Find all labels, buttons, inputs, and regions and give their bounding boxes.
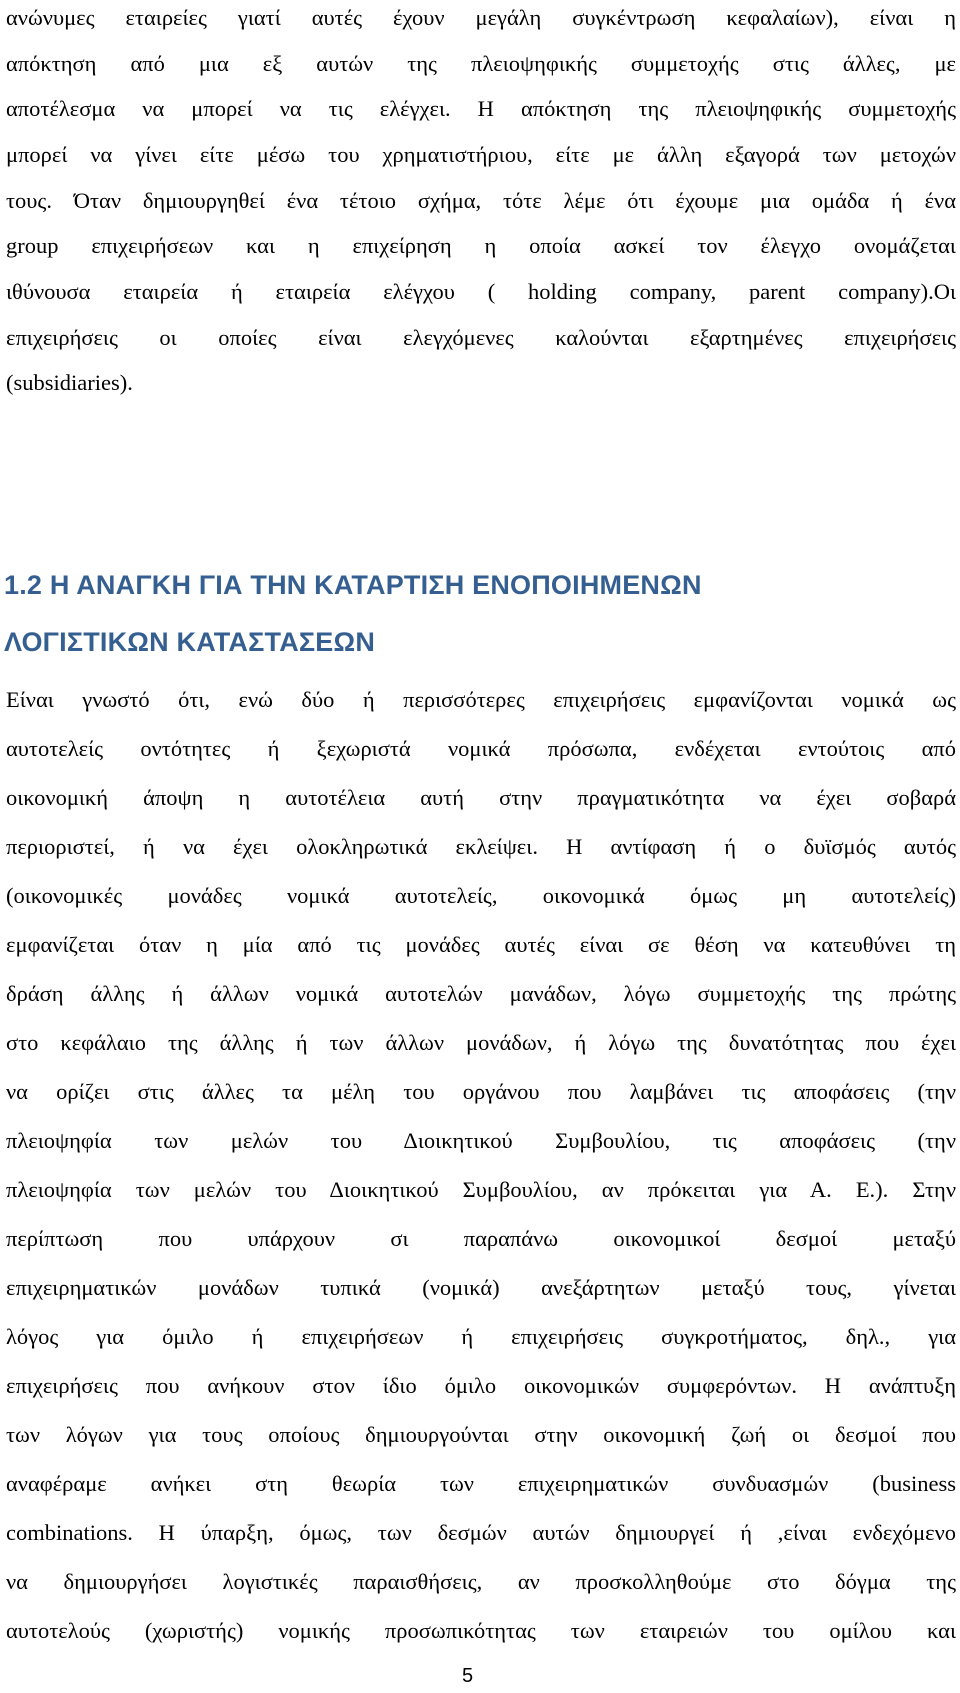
- paragraph-line: των λόγων για τους οποίους δημιουργούνται στην οικονομική ζωή οι δεσμοί που: [6, 1422, 956, 1447]
- paragraph-line: αναφέραμε ανήκει στη θεωρία των επιχειρηματικών συνδυασμών (business: [6, 1471, 956, 1496]
- paragraph-line: περίπτωση που υπάρχουν σι παραπάνω οικονομικοί δεσμοί μεταξύ: [6, 1226, 956, 1251]
- paragraph-line: πλειοψηφία των μελών του Διοικητικού Συμβουλίου, αν πρόκειται για Α. Ε.). Στην: [6, 1177, 956, 1202]
- paragraph-line: ανώνυμες εταιρείες γιατί αυτές έχουν μεγάλη συγκέντρωση κεφαλαίων), είναι η: [6, 5, 956, 30]
- paragraph-line: εμφανίζεται όταν η μία από τις μονάδες αυτές είναι σε θέση να κατευθύνει τη: [6, 932, 956, 957]
- paragraph-line: οικονομική άποψη η αυτοτέλεια αυτή στην πραγματικότητα να έχει σοβαρά: [6, 785, 956, 810]
- paragraph-line: ιθύνουσα εταιρεία ή εταιρεία ελέγχου ( holding company, parent company).Οι: [6, 279, 956, 304]
- paragraph-line: αυτοτελούς (χωριστής) νομικής προσωπικότητας των εταιρειών του ομίλου και: [6, 1618, 956, 1643]
- paragraph-line: να δημιουργήσει λογιστικές παραισθήσεις, αν προσκολληθούμε στο δόγμα της: [6, 1569, 956, 1594]
- paragraph-line: group επιχειρήσεων και η επιχείρηση η οποία ασκεί τον έλεγχο ονομάζεται: [6, 233, 956, 258]
- paragraph-line: μπορεί να γίνει είτε μέσω του χρηματιστήριου, είτε με άλλη εξαγορά των μετοχών: [6, 142, 956, 167]
- section-heading-line-1: 1.2 Η ΑΝΑΓΚΗ ΓΙΑ ΤΗΝ ΚΑΤΑΡΤΙΣΗ ΕΝΟΠΟΙΗΜΕΝΩΝ: [4, 570, 702, 600]
- paragraph-line: πλειοψηφία των μελών του Διοικητικού Συμβουλίου, τις αποφάσεις (την: [6, 1128, 956, 1153]
- paragraph-line: (subsidiaries).: [6, 370, 133, 395]
- paragraph-line: αποτέλεσμα να μπορεί να τις ελέγχει. Η απόκτηση της πλειοψηφικής συμμετοχής: [6, 96, 956, 121]
- paragraph-line: επιχειρήσεις οι οποίες είναι ελεγχόμενες καλούνται εξαρτημένες επιχειρήσεις: [6, 325, 956, 350]
- paragraph-line: (οικονομικές μονάδες νομικά αυτοτελείς, οικονομικά όμως μη αυτοτελείς): [6, 883, 956, 908]
- paragraph-line: να ορίζει στις άλλες τα μέλη του οργάνου που λαμβάνει τις αποφάσεις (την: [6, 1079, 956, 1104]
- paragraph-line: λόγος για όμιλο ή επιχειρήσεων ή επιχειρήσεις συγκροτήματος, δηλ., για: [6, 1324, 956, 1349]
- section-heading-line-2: ΛΟΓΙΣΤΙΚΩΝ ΚΑΤΑΣΤΑΣΕΩΝ: [4, 627, 376, 657]
- paragraph-line: τους. Όταν δημιουργηθεί ένα τέτοιο σχήμα, τότε λέμε ότι έχουμε μια ομάδα ή ένα: [6, 188, 956, 213]
- paragraph-line: περιοριστεί, ή να έχει ολοκληρωτικά εκλείψει. Η αντίφαση ή ο δυϊσμός αυτός: [6, 834, 956, 859]
- paragraph-line: απόκτηση από μια εξ αυτών της πλειοψηφικής συμμετοχής στις άλλες, με: [6, 51, 956, 76]
- paragraph-line: αυτοτελείς οντότητες ή ξεχωριστά νομικά πρόσωπα, ενδέχεται εντούτοις από: [6, 736, 956, 761]
- page-number: 5: [461, 1665, 474, 1687]
- paragraph-line: στο κεφάλαιο της άλλης ή των άλλων μονάδων, ή λόγω της δυνατότητας που έχει: [6, 1030, 956, 1055]
- paragraph-line: επιχειρηματικών μονάδων τυπικά (νομικά) ανεξάρτητων μεταξύ τους, γίνεται: [6, 1275, 956, 1300]
- paragraph-line: δράση άλλης ή άλλων νομικά αυτοτελών μανάδων, λόγω συμμετοχής της πρώτης: [6, 981, 956, 1006]
- paragraph-line: Είναι γνωστό ότι, ενώ δύο ή περισσότερες επιχειρήσεις εμφανίζονται νομικά ως: [6, 687, 956, 712]
- paragraph-line: επιχειρήσεις που ανήκουν στον ίδιο όμιλο οικονομικών συμφερόντων. Η ανάπτυξη: [6, 1373, 956, 1398]
- paragraph-line: combinations. Η ύπαρξη, όμως, των δεσμών αυτών δημιουργεί ή ,είναι ενδεχόμενο: [6, 1520, 956, 1545]
